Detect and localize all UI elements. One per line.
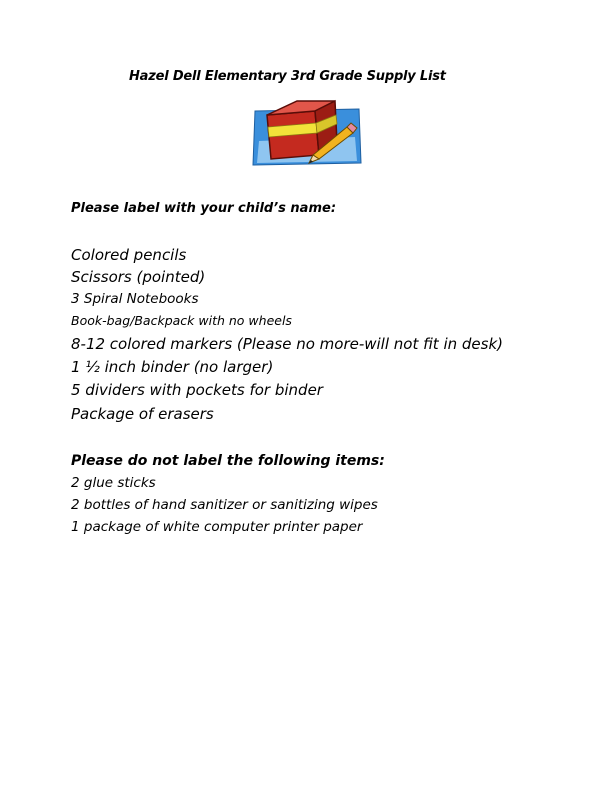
supply-item-backpack: Book-bag/Backpack with no wheels [71,313,292,328]
supply-item-colored-markers: 8-12 colored markers (Please no more-will not fit in desk) [71,335,504,353]
supply-item-hand-sanitizer: 2 bottles of hand sanitizer or sanitizing wipes [71,497,378,513]
supply-item-binder: 1 ½ inch binder (no larger) [71,358,274,376]
supply-item-scissors: Scissors (pointed) [71,268,206,286]
supply-item-colored-pencils: Colored pencils [71,246,187,264]
document-title: Hazel Dell Elementary 3rd Grade Supply List [129,69,446,84]
supply-item-spiral-notebooks: 3 Spiral Notebooks [71,291,199,307]
no-label-heading: Please do not label the following items: [71,453,385,469]
supply-item-printer-paper: 1 package of white computer printer paper [71,519,363,535]
supply-item-dividers: 5 dividers with pockets for binder [71,381,323,399]
label-instruction: Please label with your child’s name: [71,201,337,216]
school-supplies-box-with-pencil-icon [249,97,362,167]
supply-item-erasers: Package of erasers [71,405,214,423]
supply-item-glue-sticks: 2 glue sticks [71,475,156,491]
